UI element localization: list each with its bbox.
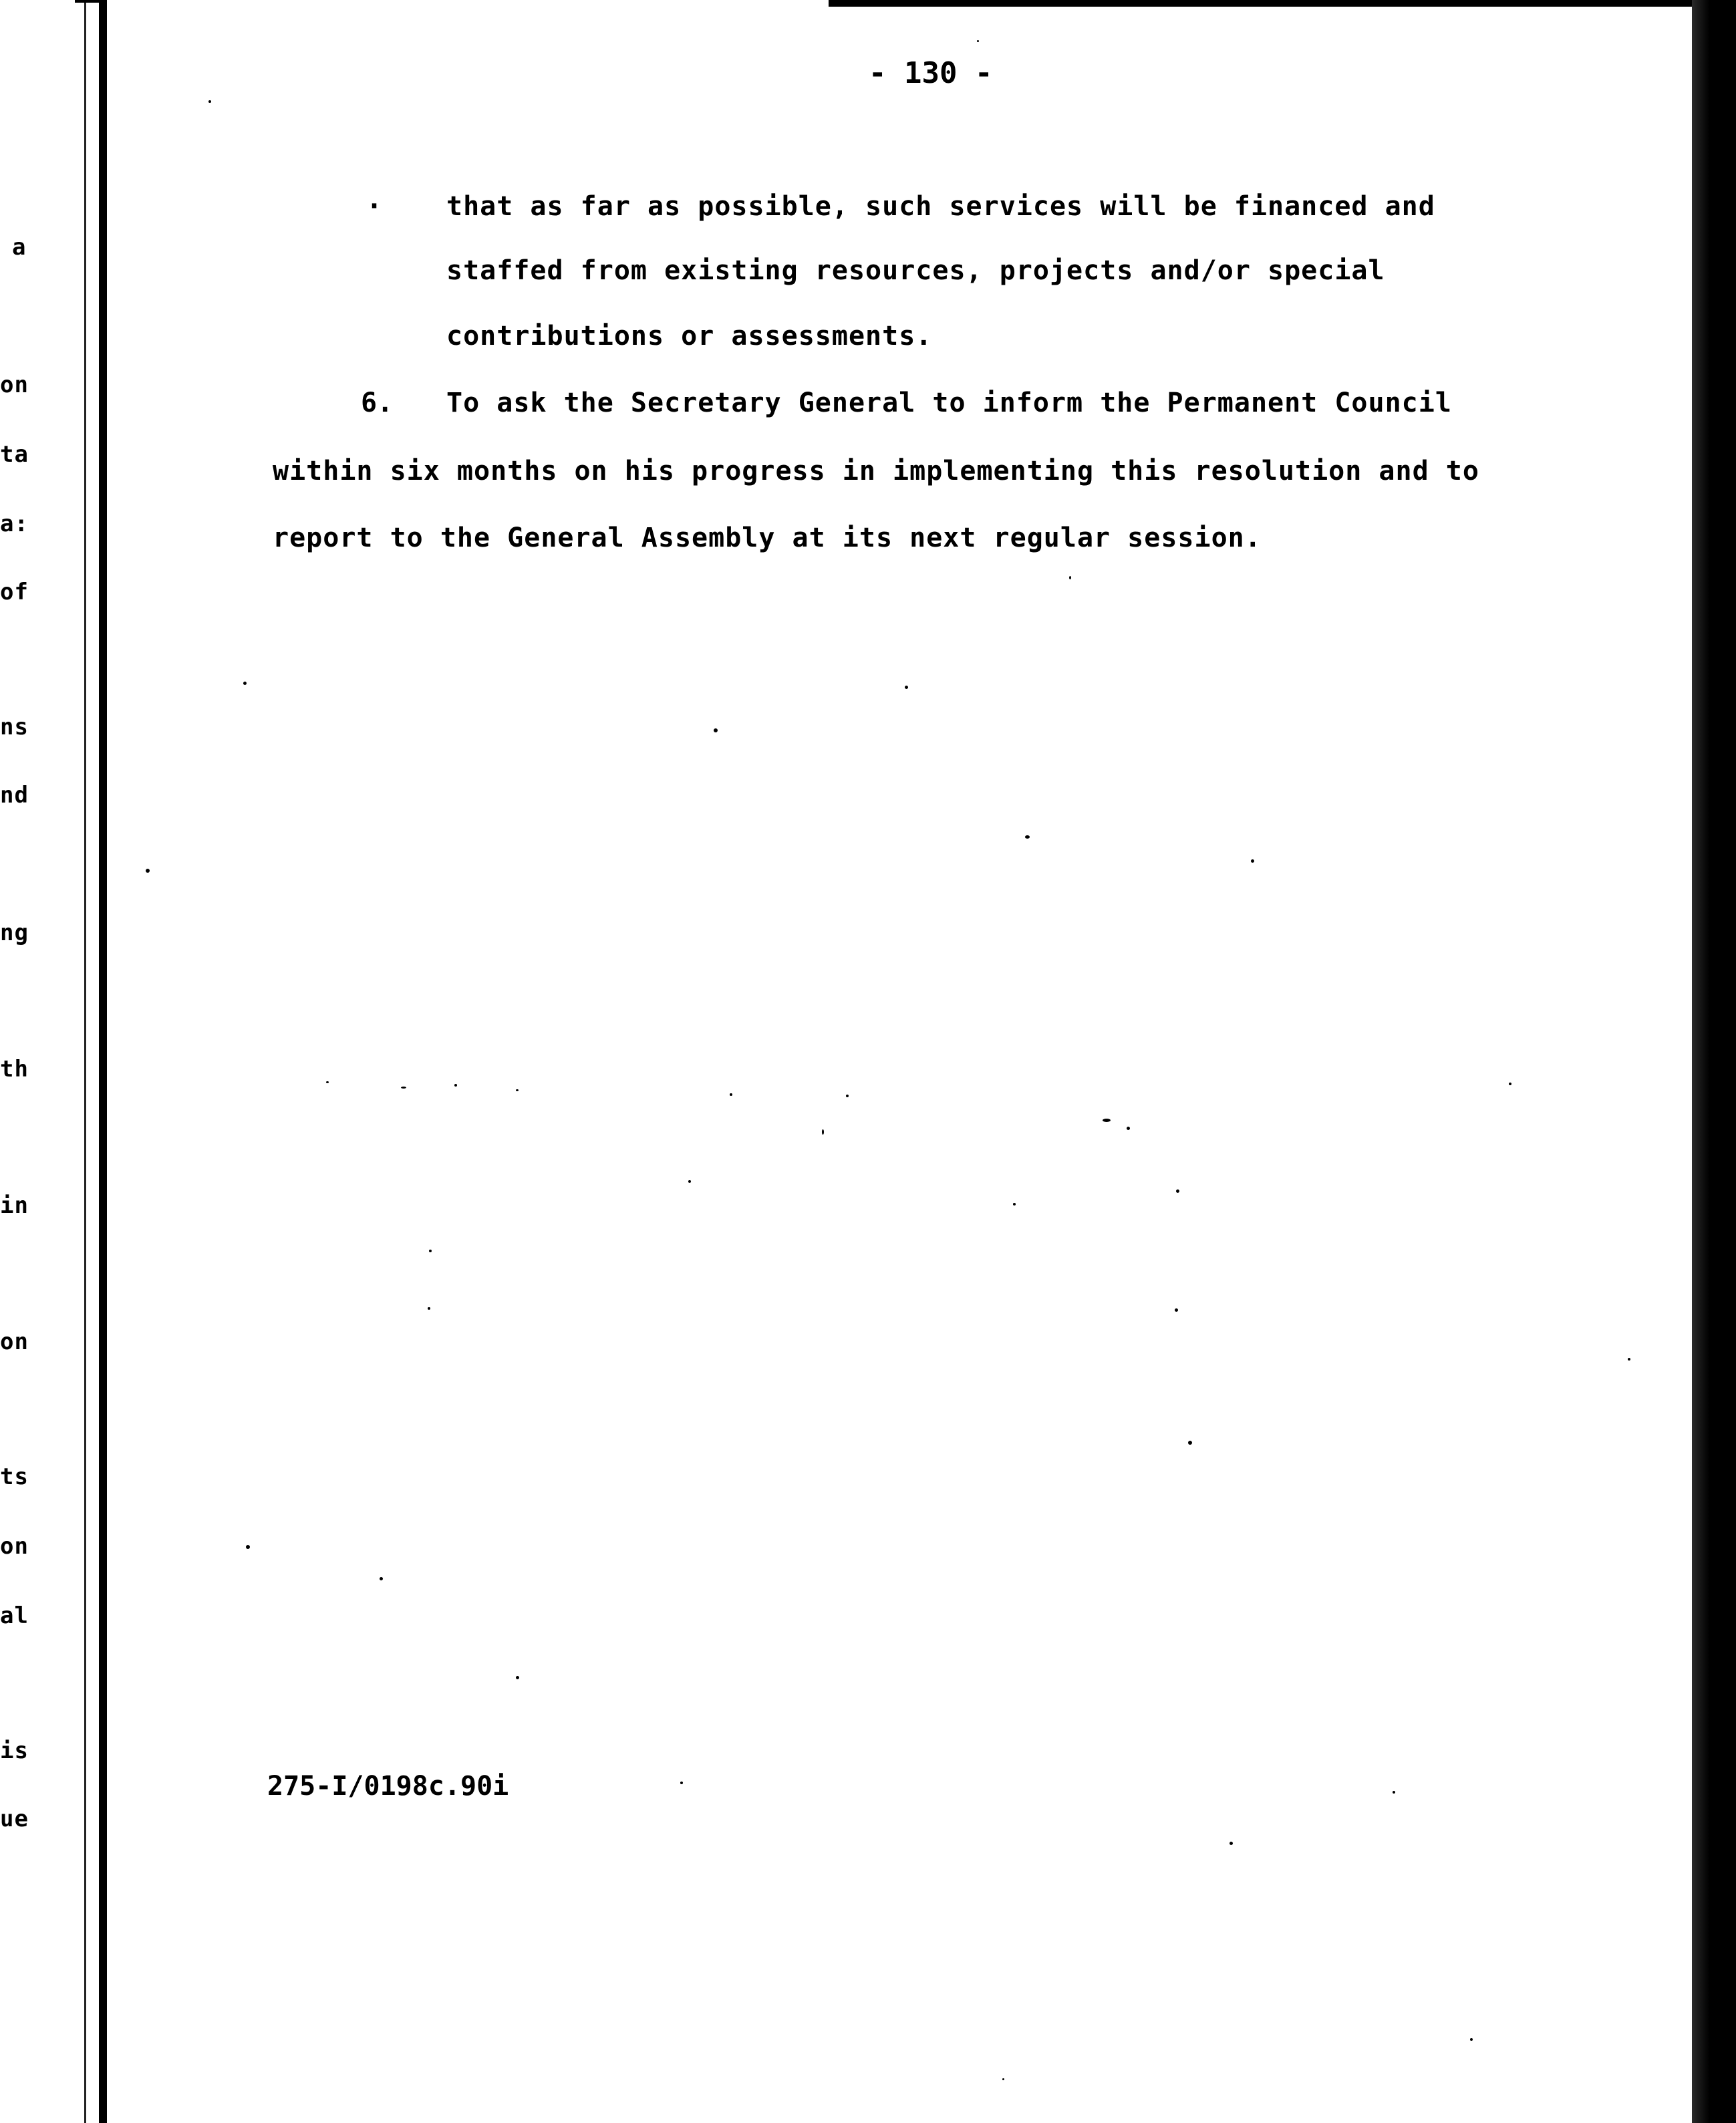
bullet-text-line: staffed from existing resources, projects and/or special [446,255,1385,286]
margin-fragment: nd [0,782,29,809]
margin-fragment: on [0,1328,29,1355]
bullet-marker: · [366,191,383,222]
paragraph-text-line: within six months on his progress in implementing this resolution and to [273,456,1479,486]
previous-page-margin [0,0,94,2123]
margin-fragment: ng [0,919,29,946]
margin-fragment: th [0,1056,29,1083]
margin-fragment: in [0,1192,29,1219]
page-number: - 130 - [869,56,993,90]
margin-fragment: of [0,579,29,605]
margin-fragment: a [12,234,27,261]
margin-fragment: is [0,1737,29,1764]
bullet-text-line: that as far as possible, such services will be financed and [446,191,1435,222]
scan-top-edge [829,0,1736,7]
margin-fragment: a: [0,511,29,537]
margin-fragment: ue [0,1806,29,1832]
margin-fragment: on [0,1533,29,1560]
paragraph-text-line: To ask the Secretary General to inform the Permanent Council [446,388,1452,418]
paragraph-number: 6. [361,388,394,418]
document-reference-code: 275-I/0198c.90i [267,1771,509,1802]
page-fold-shadow [84,0,86,2123]
margin-fragment: ns [0,714,29,740]
corner-mark [75,0,104,12]
margin-fragment: on [0,372,29,398]
scan-right-edge [1692,0,1736,2123]
margin-fragment: ta [0,441,29,468]
paragraph-text-line: report to the General Assembly at its next regular session. [273,523,1262,553]
bullet-text-line: contributions or assessments. [446,321,933,351]
margin-fragment: ts [0,1463,29,1490]
page-binding-edge [99,0,107,2123]
margin-fragment: al [0,1602,29,1629]
